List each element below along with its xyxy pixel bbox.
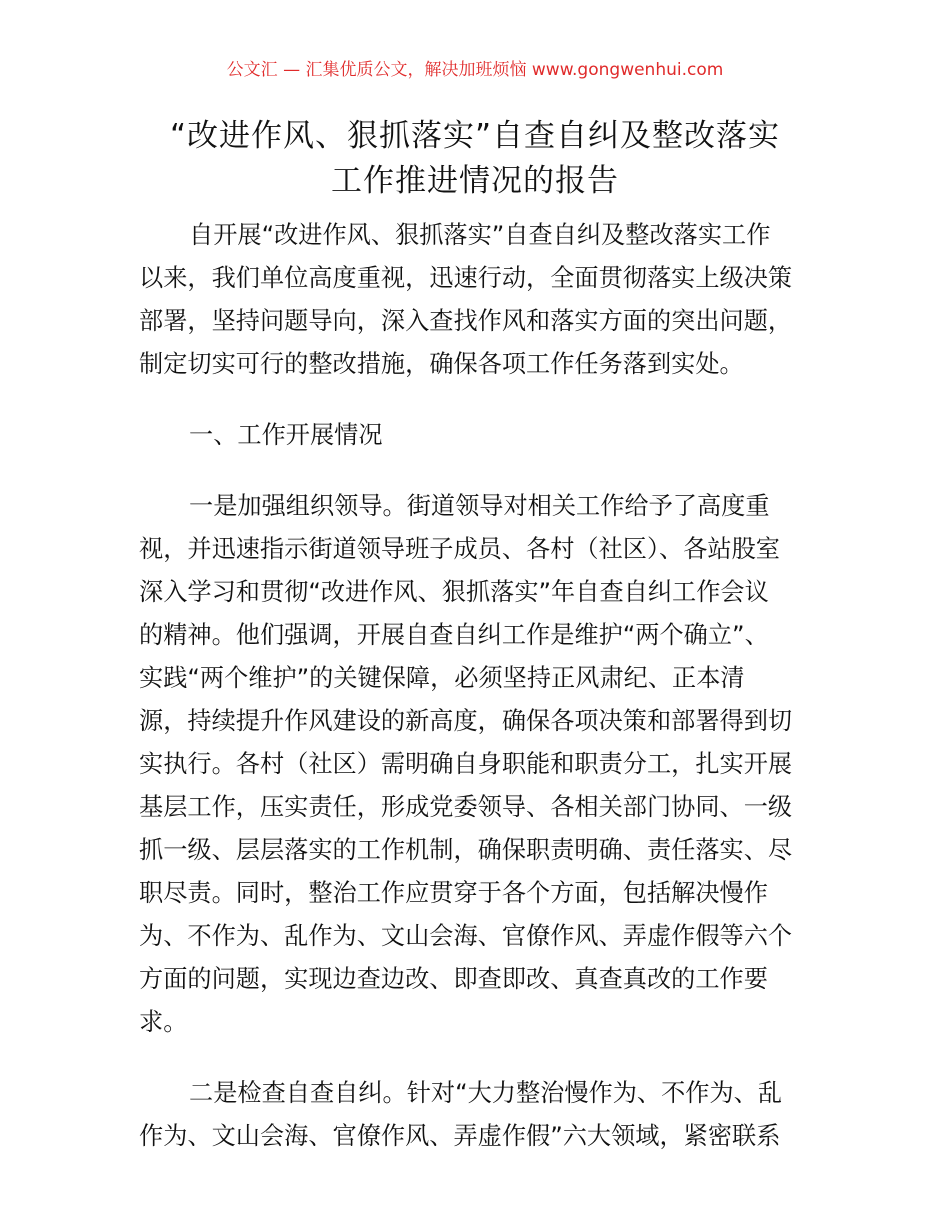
paragraph-line: 以来，我们单位高度重视，迅速行动，全面贯彻落实上级决策 [139,264,793,292]
paragraph-gap [139,1044,819,1072]
paragraph-line: 深入学习和贯彻“改进作风、狠抓落实”年自查自纠工作会议 [139,578,769,606]
paragraph-line: 源，持续提升作风建设的新高度，确保各项决策和部署得到切 [139,707,793,735]
paragraph-line: 视，并迅速指示街道领导班子成员、各村（社区）、各站股室 [139,535,780,563]
paragraph-line: 实执行。各村（社区）需明确自身职能和职责分工，扎实开展 [139,750,793,778]
paragraph-line: 基层工作，压实责任，形成党委领导、各相关部门协同、一级 [139,793,793,821]
paragraph-gap [139,457,819,485]
paragraph-line: 制定切实可行的整改措施，确保各项工作任务落到实处。 [139,350,744,378]
document-body [139,214,819,1158]
paragraph-line: 自开展“改进作风、狠抓落实”自查自纠及整改落实工作 [189,221,771,249]
paragraph-line: 求。 [139,1008,188,1036]
paragraph-self-inspection [139,1072,819,1158]
paragraph-line: 部署，坚持问题导向，深入查找作风和落实方面的突出问题， [139,307,793,335]
header-banner: 公文汇 — 汇集优质公文，解决加班烦恼 www.gongwenhui.com [226,60,724,80]
paragraph-line: 抓一级、层层落实的工作机制，确保职责明确、责任落实、尽 [139,836,793,864]
intro-paragraph [139,214,819,386]
paragraph-line: 职尽责。同时，整治工作应贯穿于各个方面，包括解决慢作 [139,879,768,907]
paragraph-line: 作为、文山会海、官僚作风、弄虚作假”六大领域，紧密联系 [139,1122,781,1150]
paragraph-gap [139,386,819,414]
paragraph-organization-leadership [139,485,819,1044]
document-title-line-2: 工作推进情况的报告 [331,163,619,199]
paragraph-line: 的精神。他们强调，开展自查自纠工作是维护“两个确立”、 [139,621,769,649]
paragraph-line: 为、不作为、乱作为、文山会海、官僚作风、弄虚作假等六个 [139,922,793,950]
paragraph-line: 实践“两个维护”的关键保障，必须坚持正风肃纪、正本清 [139,664,745,692]
paragraph-line: 方面的问题，实现边查边改、即查即改、真查真改的工作要 [139,965,768,993]
paragraph-line: 一是加强组织领导。街道领导对相关工作给予了高度重 [189,492,770,520]
paragraph-line: 二是检查自查自纠。针对“大力整治慢作为、不作为、乱 [189,1079,783,1107]
section-heading: 一、工作开展情况 [189,421,383,449]
document-title-line-1: “改进作风、狠抓落实”自查自纠及整改落实 [169,118,781,154]
